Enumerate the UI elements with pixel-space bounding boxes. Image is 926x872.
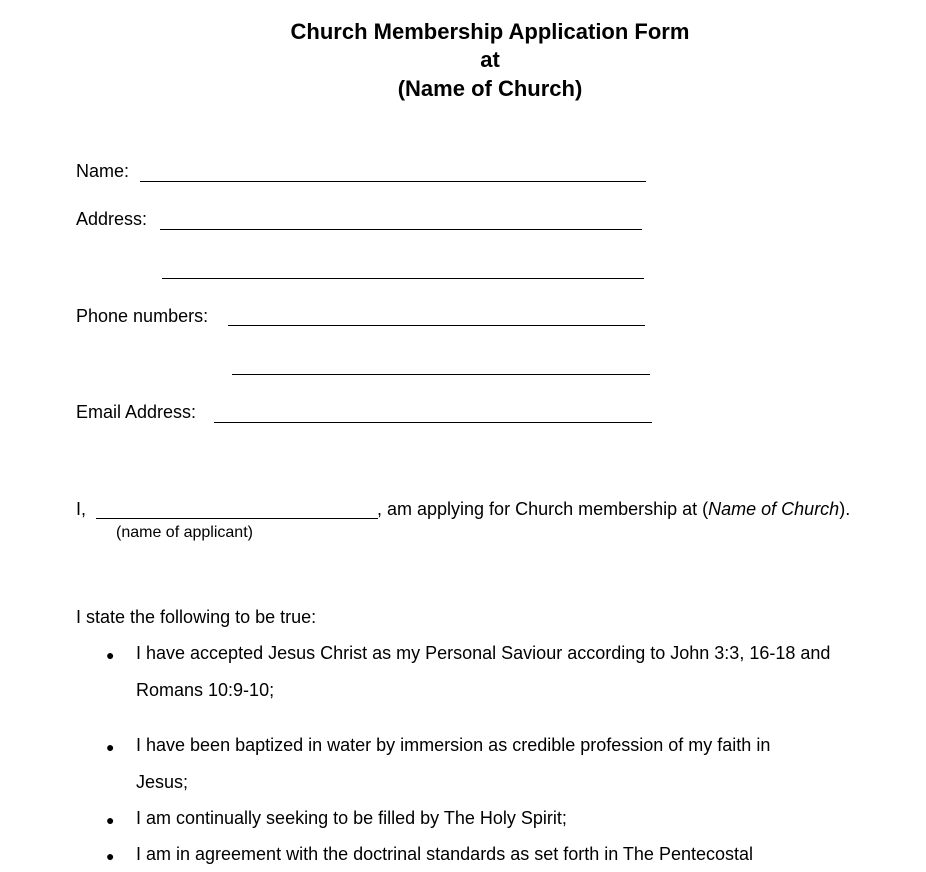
form-title: Church Membership Application Form — [290, 19, 690, 44]
bullet-icon: ● — [106, 647, 115, 663]
phone-field-line-1[interactable] — [228, 325, 645, 326]
name-field-line[interactable] — [140, 181, 646, 182]
email-field-line[interactable] — [214, 422, 652, 423]
bullet-icon: ● — [106, 848, 115, 864]
address-label: Address: — [76, 209, 148, 229]
statement-intro: I state the following to be true: — [76, 607, 317, 627]
name-label: Name: — [76, 161, 130, 181]
form-title-church: (Name of Church) — [397, 76, 583, 101]
address-field-line-2[interactable] — [162, 278, 644, 279]
statement-item: I have accepted Jesus Christ as my Personal Saviour according to John 3:3, 16-18 and — [136, 643, 831, 663]
bullet-icon: ● — [106, 812, 115, 828]
bullet-icon: ● — [106, 739, 115, 755]
statement-item-cont: Jesus; — [136, 772, 189, 792]
email-label: Email Address: — [76, 402, 197, 422]
form-title-at: at — [480, 47, 500, 72]
statement-item: I am continually seeking to be filled by The Holy Spirit; — [136, 808, 567, 828]
statement-item-cont: Romans 10:9-10; — [136, 680, 275, 700]
applicant-caption: (name of applicant) — [116, 524, 253, 541]
phone-label: Phone numbers: — [76, 306, 209, 326]
statement-item: I am in agreement with the doctrinal standards as set forth in The Pentecostal — [136, 844, 754, 864]
declaration-text: , am applying for Church membership at (Name of Church). — [377, 499, 851, 519]
statement-item: I have been baptized in water by immersion as credible profession of my faith in — [136, 735, 771, 755]
declaration-prefix: I, — [76, 499, 87, 519]
address-field-line-1[interactable] — [160, 229, 642, 230]
applicant-name-line[interactable] — [96, 518, 378, 519]
phone-field-line-2[interactable] — [232, 374, 650, 375]
